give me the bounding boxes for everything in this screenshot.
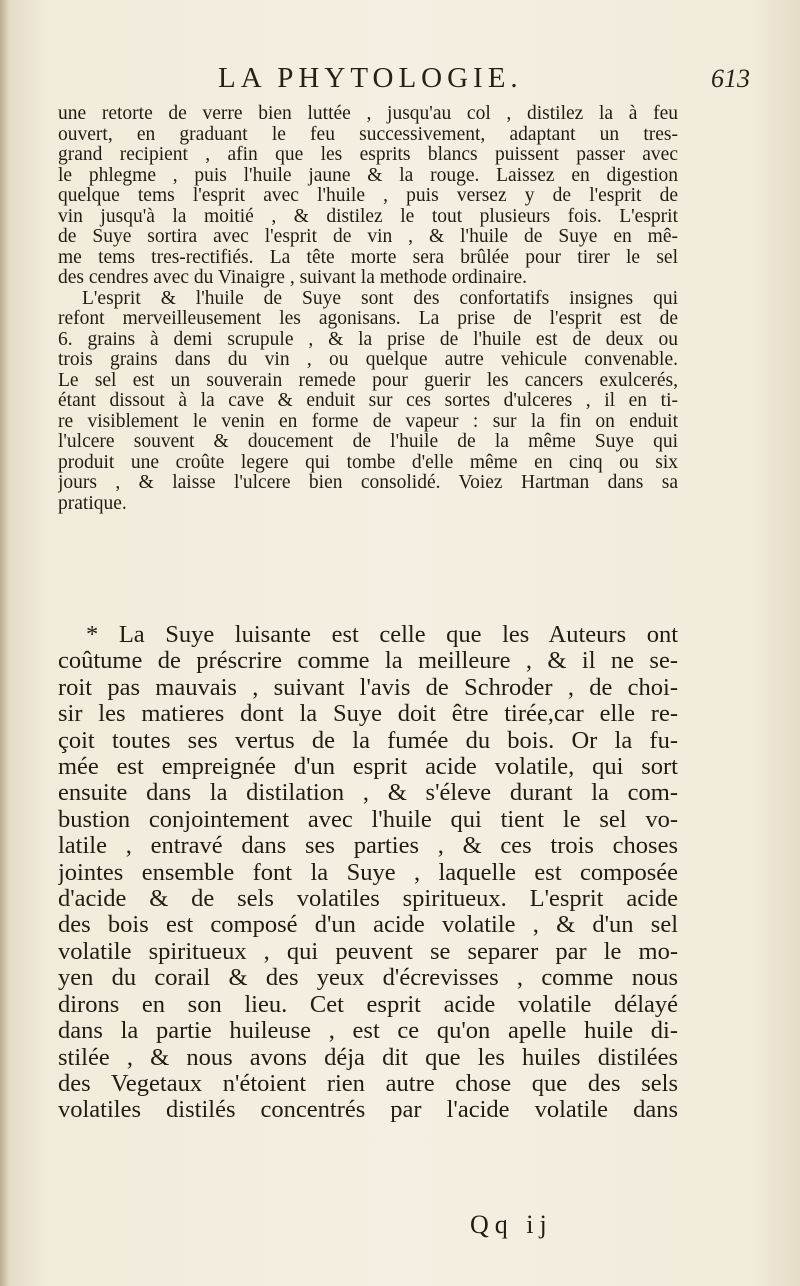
paragraph-3 xyxy=(58,622,678,1124)
text-line: Le sel est un souverain remede pour guerir les cancers exulcerés, xyxy=(58,370,678,391)
text-line: mée est empreignée d'un esprit acide volatile, qui sort xyxy=(58,754,678,781)
text-line: des cendres avec du Vinaigre , suivant la methode ordinaire. xyxy=(58,268,528,288)
text-line: dirons en son lieu. Cet esprit acide volatile délayé xyxy=(58,991,678,1018)
text-line: bustion conjointement avec l'huile qui tient le sel vo- xyxy=(58,806,678,833)
text-line: me tems tres-rectifiés. La tête morte sera brûlée pour tirer le sel xyxy=(58,247,678,268)
page-number: 613 xyxy=(711,64,750,93)
paragraph-1 xyxy=(58,104,678,289)
text-line: grand recipient , afin que les esprits blancs puissent passer avec xyxy=(58,145,678,165)
text-line: des Vegetaux n'étoient rien autre chose que des sels xyxy=(58,1070,678,1097)
text-line: coûtume de préscrire comme la meilleure , & il ne se- xyxy=(58,648,678,675)
text-line: ouvert, en graduant le feu successivement, adaptant un tres- xyxy=(58,124,678,145)
text-line: re visiblement le venin en forme de vapeur : sur la fin on enduit xyxy=(58,411,678,432)
text-line: volatiles distilés concentrés par l'acide volatile dans xyxy=(58,1097,678,1124)
text-line: çoit toutes ses vertus de la fumée du bois. Or la fu- xyxy=(58,727,678,754)
text-line: stilée , & nous avons déja dit que les huiles distilées xyxy=(58,1044,678,1071)
page-header xyxy=(60,62,750,98)
text-line: pratique. xyxy=(58,493,127,514)
text-line: le phlegme , puis l'huile jaune & la rouge. Laissez en digestion xyxy=(58,165,678,186)
running-title: LA PHYTOLOGIE. xyxy=(218,62,523,94)
small-type-text xyxy=(58,104,678,514)
paragraph-2 xyxy=(58,289,678,515)
text-line: vin jusqu'à la moitié , & distilez le tout plusieurs fois. L'esprit xyxy=(58,206,678,227)
large-type-text xyxy=(58,622,678,1124)
signature-mark: Qq ij xyxy=(470,1210,553,1239)
text-line: volatile spiritueux , qui peuvent se separer par le mo- xyxy=(58,938,678,965)
text-line: trois grains dans du vin , ou quelque autre vehicule convenable. xyxy=(58,350,678,370)
text-line: roit pas mauvais , suivant l'avis de Schroder , de choi- xyxy=(58,674,678,701)
text-line: latile , entravé dans ses parties , & ces trois choses xyxy=(58,833,678,860)
text-line: yen du corail & des yeux d'écrevisses , comme nous xyxy=(58,965,678,992)
text-line: * La Suye luisante est celle que les Auteurs ont xyxy=(86,622,678,648)
page-gutter-shadow xyxy=(0,0,10,1286)
text-line: 6. grains à demi scrupule , & la prise de l'huile est de deux ou xyxy=(58,329,678,350)
text-line: ensuite dans la distilation , & s'éleve durant la com- xyxy=(58,780,678,807)
text-line: jointes ensemble font la Suye , laquelle est composée xyxy=(58,859,678,886)
text-line: étant dissout à la cave & enduit sur ces sortes d'ulceres , il en ti- xyxy=(58,391,678,411)
text-line: dans la partie huileuse , est ce qu'on apelle huile di- xyxy=(58,1018,678,1045)
text-line: des bois est composé d'un acide volatile , & d'un sel xyxy=(58,912,678,939)
text-line: produit une croûte legere qui tombe d'elle même en cinq ou six xyxy=(58,452,678,473)
text-line: sir les matieres dont la Suye doit être tirée,car elle re- xyxy=(58,701,678,728)
text-line: une retorte de verre bien luttée , jusqu'au col , distilez la à feu xyxy=(58,104,678,124)
text-line: d'acide & de sels volatiles spiritueux. L'esprit acide xyxy=(58,886,678,913)
text-line: l'ulcere souvent & doucement de l'huile de la même Suye qui xyxy=(58,432,678,452)
text-line: L'esprit & l'huile de Suye sont des confortatifs insignes qui xyxy=(82,288,678,309)
text-line: jours , & laisse l'ulcere bien consolidé. Voiez Hartman dans sa xyxy=(58,473,678,493)
text-line: refont merveilleusement les agonisans. La prise de l'esprit est de xyxy=(58,309,678,329)
text-line: de Suye sortira avec l'esprit de vin , & l'huile de Suye en mê- xyxy=(58,227,678,247)
text-line: quelque tems l'esprit avec l'huile , puis versez y de l'esprit de xyxy=(58,186,678,206)
